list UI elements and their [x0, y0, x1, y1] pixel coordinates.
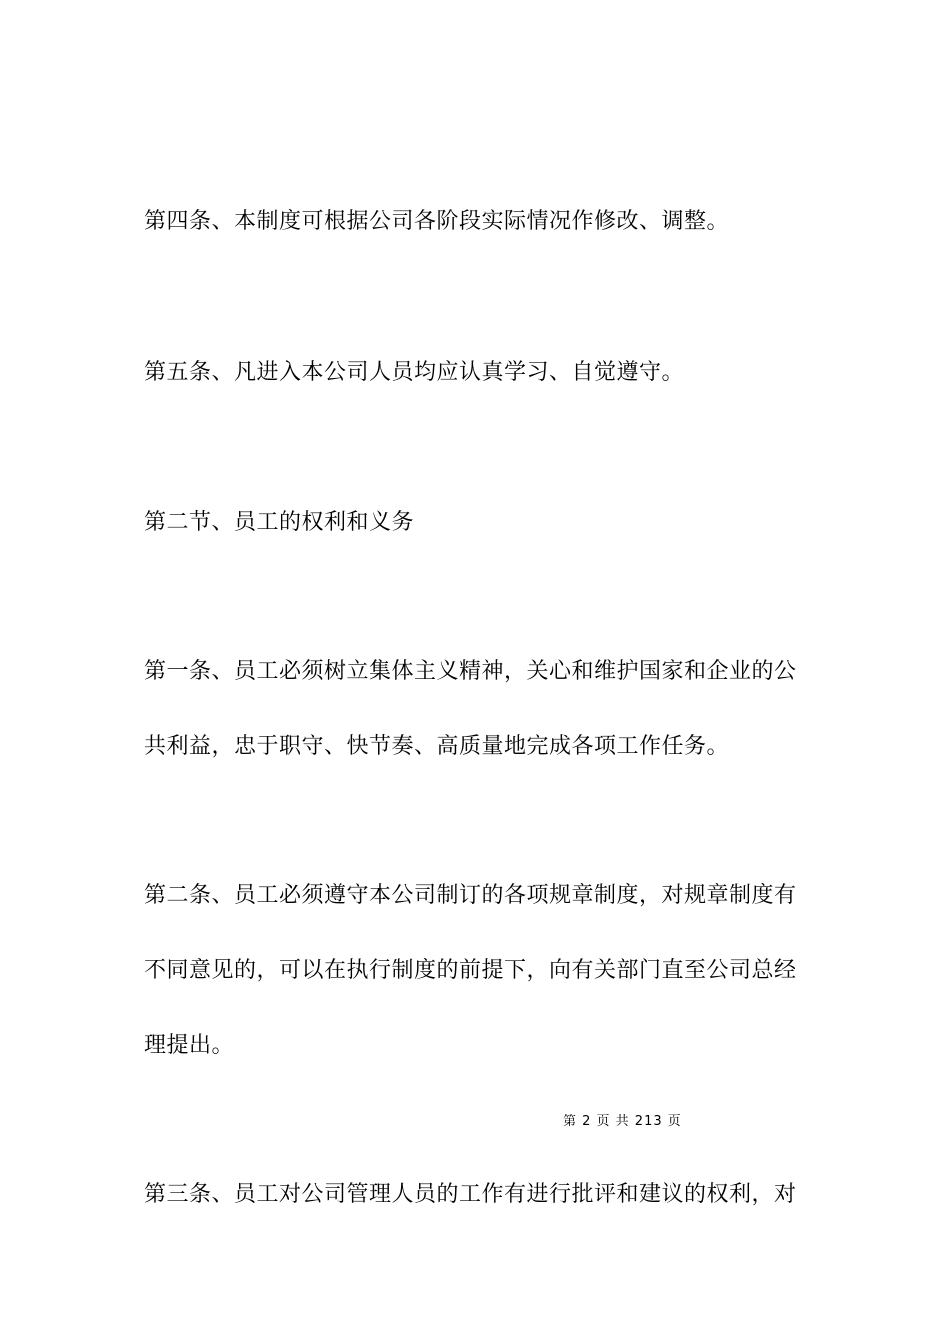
article-2-line-2: 不同意见的，可以在执行制度的前提下，向有关部门直至公司总经: [144, 958, 797, 983]
article-4-text: 第四条、本制度可根据公司各阶段实际情况作修改、调整。: [144, 209, 730, 234]
article-3-line-1: 第三条、员工对公司管理人员的工作有进行批评和建议的权利，对: [144, 1182, 797, 1207]
article-5-text: 第五条、凡进入本公司人员均应认真学习、自觉遵守。: [144, 360, 685, 385]
section-2-heading: 第二节、员工的权利和义务: [144, 510, 415, 535]
article-1-line-2: 共利益，忠于职守、快节奏、高质量地完成各项工作任务。: [144, 734, 730, 759]
article-2-line-1: 第二条、员工必须遵守本公司制订的各项规章制度，对规章制度有: [144, 883, 797, 908]
article-2-line-3: 理提出。: [144, 1033, 235, 1058]
page-number-footer: 第 2 页 共 213 页: [563, 1114, 682, 1129]
article-1-line-1: 第一条、员工必须树立集体主义精神，关心和维护国家和企业的公: [144, 659, 797, 684]
